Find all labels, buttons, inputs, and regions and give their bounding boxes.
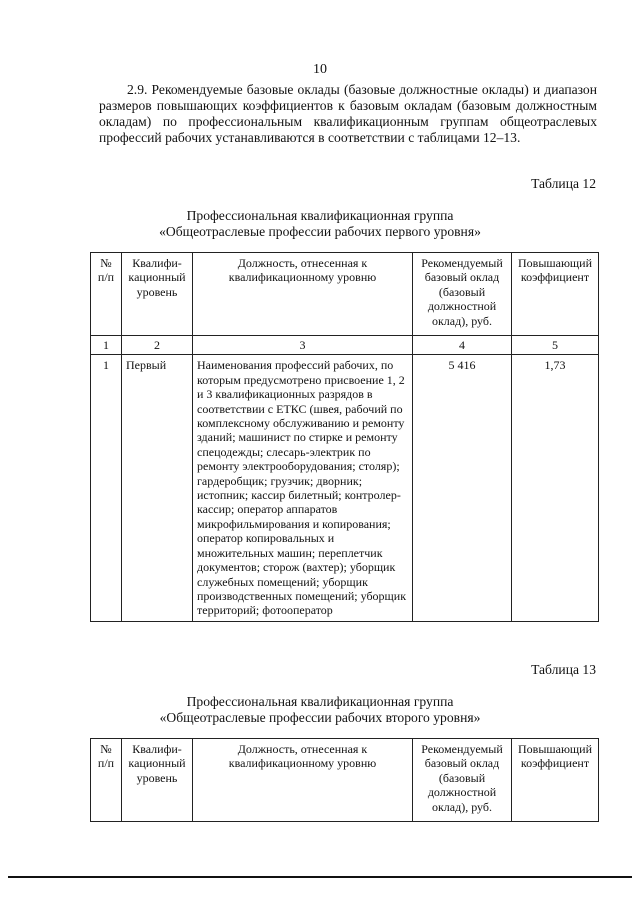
table-header-row — [91, 253, 599, 336]
row-no: 1 — [91, 355, 122, 621]
row-positions: Наименования профессий рабочих, по которым предусмотрено присвоение 1, 2 и 3 квалификационных разрядов в соответствии с ЕТКС (швея, рабочий по комплексному обслуживанию и ремонту зданий; машинист по стирке и ремонту спецодежды; слесарь-электрик по ремонту электрооборудования; столяр); гардеробщик; грузчик; дворник; истопник; кассир билетный; контролер-кассир; оператор аппаратов микрофильмирования и копирования; оператор копировальных и множительных машин; переплетчик документов; сторож (вахтер); уборщик служебных помещений; уборщик производственных помещений; уборщик территорий; фотооператор — [193, 355, 413, 621]
table-header-row — [91, 739, 599, 822]
row-coefficient: 1,73 — [512, 355, 599, 621]
header-salary: Рекомендуемый базовый оклад (базовый должностной оклад), руб. — [413, 739, 512, 822]
col-num-2: 2 — [122, 336, 193, 355]
header-level: Квалифи-кационный уровень — [122, 253, 193, 336]
row-salary: 5 416 — [413, 355, 512, 621]
header-position: Должность, отнесенная к квалификационному уровню — [193, 253, 413, 336]
row-level: Первый — [122, 355, 193, 621]
table-12 — [90, 252, 599, 622]
table-13 — [90, 738, 599, 822]
table-12-title-line2: «Общеотраслевые профессии рабочих первого уровня» — [159, 224, 481, 239]
col-num-4: 4 — [413, 336, 512, 355]
col-num-1: 1 — [91, 336, 122, 355]
bottom-divider — [8, 876, 632, 878]
header-level: Квалифи-кационный уровень — [122, 739, 193, 822]
column-number-row — [91, 336, 599, 355]
page-number: 10 — [313, 62, 327, 77]
table-13-title-line2: «Общеотраслевые профессии рабочих второго уровня» — [159, 710, 481, 725]
intro-paragraph: 2.9. Рекомендуемые базовые оклады (базовые должностные оклады) и диапазон размеров повышающих коэффициентов к базовым окладам (базовым должностным окладам) по профессиональным квалификационным группам общеотраслевых профессий рабочих устанавливаются в соответствии с таблицами 12–13. — [99, 82, 597, 145]
table-13-title-line1: Профессиональная квалификационная группа — [186, 694, 454, 709]
header-position: Должность, отнесенная к квалификационному уровню — [193, 739, 413, 822]
table-13-label: Таблица 13 — [531, 662, 596, 677]
header-coefficient: Повышающий коэффициент — [512, 253, 599, 336]
header-no: № п/п — [91, 253, 122, 336]
table-12-label: Таблица 12 — [531, 176, 596, 191]
header-coefficient: Повышающий коэффициент — [512, 739, 599, 822]
header-no: № п/п — [91, 739, 122, 822]
table-row — [91, 355, 599, 621]
col-num-3: 3 — [193, 336, 413, 355]
table-12-title — [0, 208, 640, 240]
table-12-title-line1: Профессиональная квалификационная группа — [186, 208, 454, 223]
table-13-title — [0, 694, 640, 726]
header-salary: Рекомендуемый базовый оклад (базовый должностной оклад), руб. — [413, 253, 512, 336]
col-num-5: 5 — [512, 336, 599, 355]
